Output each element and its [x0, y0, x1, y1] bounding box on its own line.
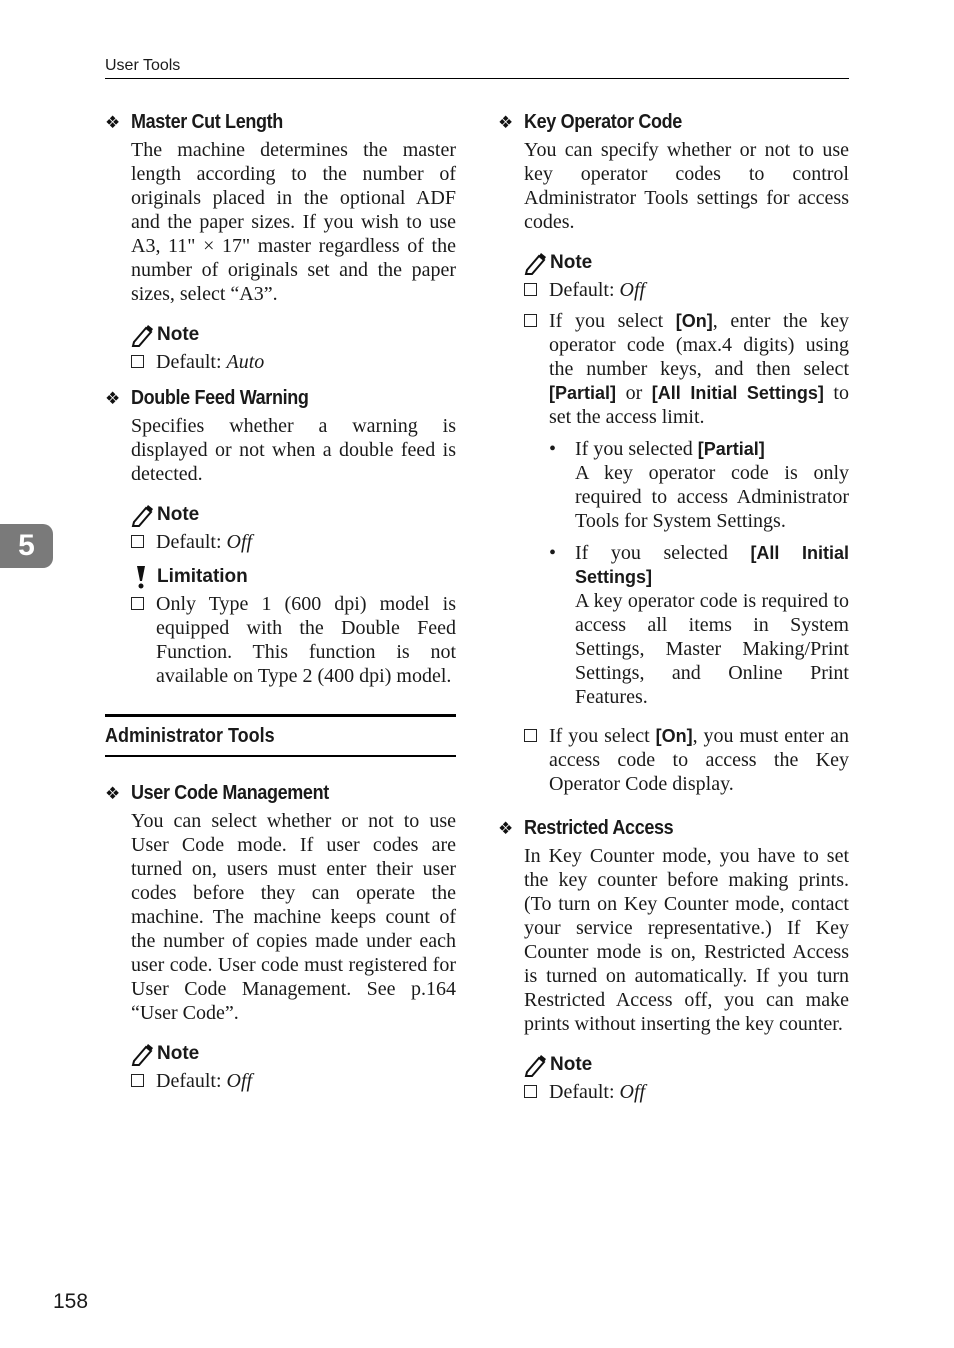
key-label-all-initial-settings: [All Initial Settings]	[651, 383, 824, 403]
section-body: The machine determines the master length according to the number of originals placed in the optional ADF and the paper sizes. If you wish to use A3, 11" × 17" master regardless of the number of originals set and the paper sizes, select “A3”.	[131, 139, 456, 305]
checkbox-icon	[524, 1085, 537, 1098]
pencil-icon	[524, 251, 550, 275]
bullet-intro: If you selected	[575, 438, 698, 460]
checkbox-icon	[131, 597, 144, 610]
chapter-tab: 5	[0, 524, 53, 568]
note-title: Note	[157, 324, 200, 345]
item-text: If you select	[549, 310, 676, 332]
section-key-operator-code	[498, 108, 849, 796]
item-text: , enter the key operator code (max.4 digits) using the number keys, and then select	[549, 310, 850, 380]
limitation-block	[131, 562, 456, 688]
checkbox-icon	[524, 283, 537, 296]
note-item	[524, 309, 849, 717]
note-item	[524, 278, 849, 302]
diamond-bullet-icon: ❖	[105, 112, 121, 132]
item-text: , you must enter an access code to access the Key Operator Code display.	[549, 725, 849, 795]
checkbox-icon	[131, 535, 144, 548]
section-body: Specifies whether a warning is displayed or not when a double feed is detected.	[131, 415, 456, 485]
default-label: Default:	[549, 1081, 620, 1103]
key-label-on: [On]	[655, 726, 693, 746]
section-title: Restricted Access	[524, 816, 674, 839]
checkbox-icon	[131, 1074, 144, 1087]
note-block	[524, 248, 849, 796]
header-rule	[105, 78, 849, 79]
note-item	[131, 1069, 456, 1093]
default-value: Off	[619, 1081, 646, 1103]
pencil-icon	[131, 503, 157, 527]
checkbox-icon	[524, 729, 537, 742]
checkbox-icon	[131, 355, 144, 368]
key-label-partial: [Partial]	[697, 439, 765, 459]
key-label-on: [On]	[675, 311, 713, 331]
bullet-item	[549, 541, 849, 709]
note-block	[131, 1039, 456, 1093]
note-block	[131, 500, 456, 554]
diamond-bullet-icon: ❖	[498, 818, 514, 838]
left-column	[105, 108, 456, 1103]
default-label: Default:	[156, 531, 227, 553]
bullet-dot-icon: •	[549, 542, 557, 564]
note-block	[524, 1050, 849, 1104]
section-body: You can select whether or not to use User Code mode. If user codes are turned on, users must enter their user codes before they can operate the machine. The machine keeps count of the number of copies made under each user code. User code must registered for User Code Management. See p.164 “User Code”.	[131, 810, 456, 1024]
key-label-partial: [Partial]	[549, 383, 617, 403]
note-item	[524, 724, 849, 796]
note-item	[131, 530, 456, 554]
default-value: Off	[226, 531, 253, 553]
section-restricted-access	[498, 814, 849, 1104]
bullet-dot-icon: •	[549, 438, 557, 460]
section-title: Double Feed Warning	[131, 386, 309, 409]
bullet-item	[549, 437, 849, 533]
key-label-all-initial-settings: [All Initial Settings]	[575, 543, 850, 587]
diamond-bullet-icon: ❖	[105, 783, 121, 803]
limitation-item	[131, 592, 456, 688]
default-value: Off	[619, 279, 646, 301]
section-master-cut-length	[105, 108, 456, 374]
pencil-icon	[524, 1053, 550, 1077]
bullet-text: A key operator code is only required to access Administrator Tools for System Settings.	[575, 462, 849, 532]
running-header: User Tools	[105, 57, 181, 74]
section-user-code-management	[105, 779, 456, 1093]
item-text: to set the access limit.	[549, 382, 849, 428]
default-label: Default:	[156, 351, 227, 373]
pencil-icon	[131, 323, 157, 347]
default-value: Auto	[226, 351, 265, 373]
note-block	[131, 320, 456, 374]
right-column	[498, 108, 849, 1114]
section-title: User Code Management	[131, 781, 329, 804]
pencil-icon	[131, 1042, 157, 1066]
note-title: Note	[157, 1043, 200, 1064]
limitation-text: Only Type 1 (600 dpi) model is equipped with the Double Feed Function. This function is not available on Type 2 (400 dpi) model.	[156, 593, 456, 687]
exclamation-icon	[131, 564, 157, 590]
item-text: If you select	[549, 725, 656, 747]
note-item	[524, 1080, 849, 1104]
bullet-intro: If you selected	[575, 542, 751, 564]
note-title: Note	[157, 504, 200, 525]
default-label: Default:	[156, 1070, 227, 1092]
default-label: Default:	[549, 279, 620, 301]
default-value: Off	[226, 1070, 253, 1092]
limitation-title: Limitation	[157, 566, 248, 587]
note-title: Note	[550, 1054, 593, 1075]
diamond-bullet-icon: ❖	[105, 388, 121, 408]
diamond-bullet-icon: ❖	[498, 112, 514, 132]
subheading-title: Administrator Tools	[105, 724, 275, 747]
section-double-feed-warning	[105, 384, 456, 688]
page-number: 158	[53, 1290, 89, 1313]
checkbox-icon	[524, 314, 537, 327]
bullet-text: A key operator code is required to access all items in System Settings, Master Making/Print Settings, and Online Print Features.	[575, 590, 849, 708]
item-text: or	[616, 382, 652, 404]
note-item	[131, 350, 456, 374]
section-title: Key Operator Code	[524, 110, 682, 133]
administrator-tools-heading	[105, 714, 456, 757]
note-title: Note	[550, 252, 593, 273]
section-body: In Key Counter mode, you have to set the key counter before making prints. (To turn on Key Counter mode, contact your service representative.) If Key Counter mode is on, Restricted Access is turned on automatically. If you turn Restricted Access off, you can make prints without inserting the key counter.	[524, 845, 849, 1035]
section-title: Master Cut Length	[131, 110, 283, 133]
section-body: You can specify whether or not to use key operator codes to control Administrator Tools settings for access codes.	[524, 139, 849, 233]
